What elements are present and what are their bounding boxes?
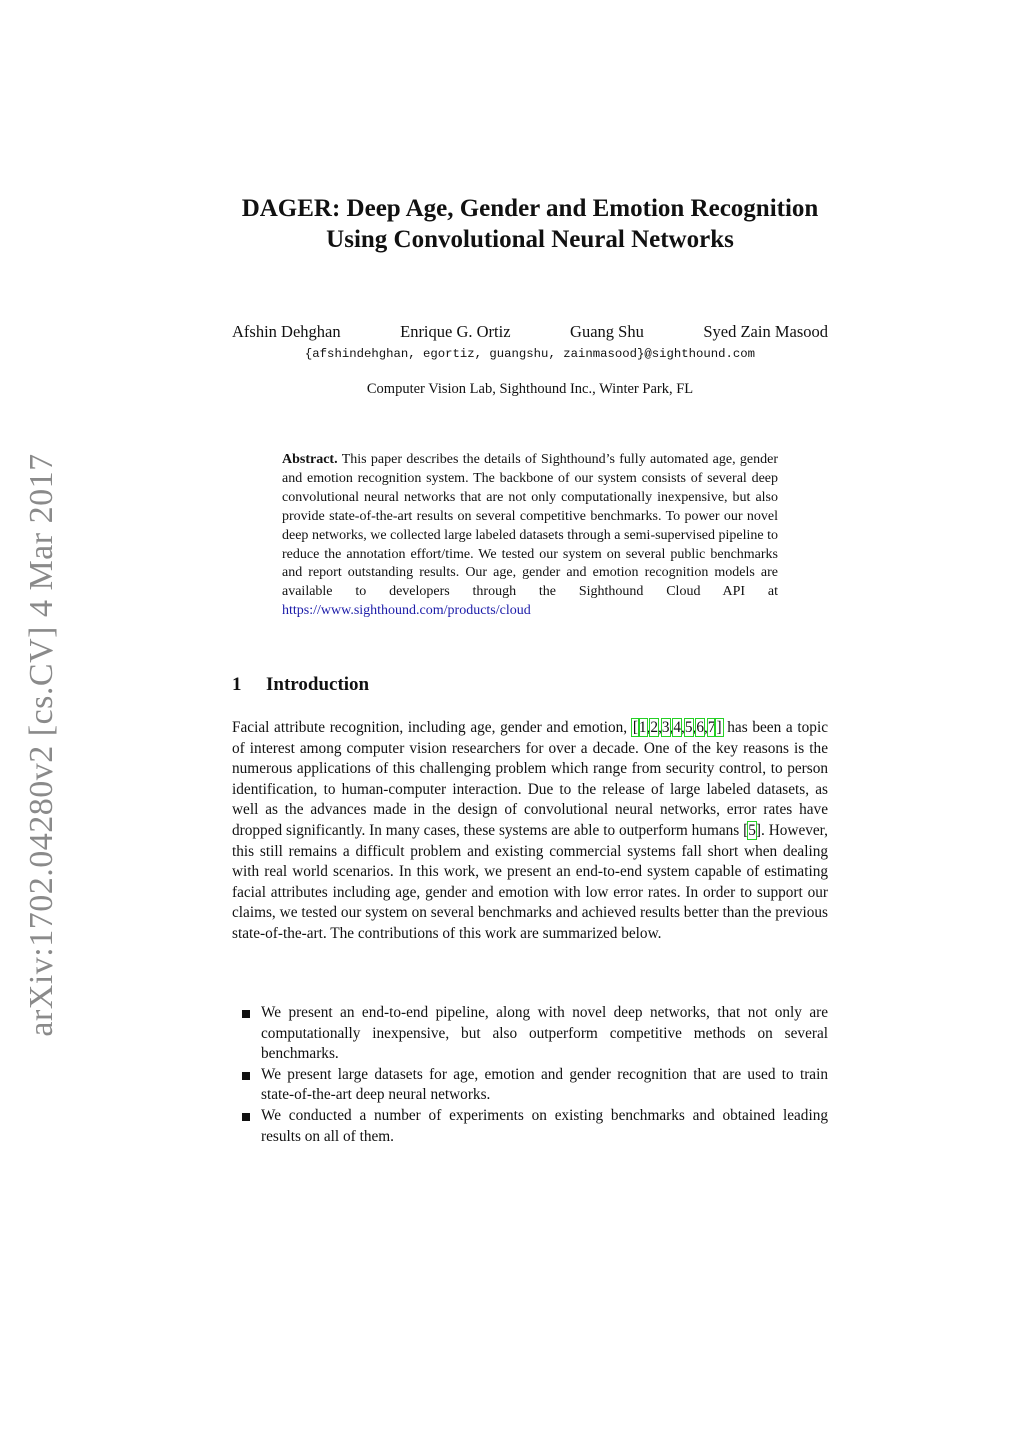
bullet-square-icon bbox=[242, 1113, 250, 1121]
list-item bbox=[232, 1003, 828, 1065]
author-name: Syed Zain Masood bbox=[703, 322, 828, 341]
citation-bracket: [ bbox=[632, 719, 638, 736]
paper-title: DAGER: Deep Age, Gender and Emotion Recognition Using Convolutional Neural Networks bbox=[241, 195, 819, 253]
citation-group: [1,2,3,4,5,6,7] bbox=[632, 719, 722, 736]
author-list bbox=[232, 322, 828, 342]
citation-link-3[interactable]: 3 bbox=[661, 719, 670, 736]
author-name: Enrique G. Ortiz bbox=[400, 322, 511, 341]
list-item bbox=[232, 1065, 828, 1106]
author-name: Guang Shu bbox=[570, 322, 644, 341]
citation-link-7[interactable]: 7 bbox=[707, 719, 716, 736]
abstract-text: This paper describes the details of Sighthound’s fully automated age, gender and emotion recognition system. The backbone of our system consists of several deep convolutional neural networks that are not only computationally inexpensive, but also provide state-of-the-art results on several competitive benchmarks. To power our novel deep networks, we collected large labeled datasets through a semi-supervised pipeline to reduce the annotation effort/time. We tested our system on several public benchmarks and report outstanding results. Our age, gender and emotion recognition models are available to developers through the Sighthound Cloud API at bbox=[282, 452, 778, 600]
citation-link-5[interactable]: 5 bbox=[684, 719, 693, 736]
contributions-list bbox=[232, 1003, 828, 1147]
list-item bbox=[232, 1106, 828, 1147]
paragraph-text: . However, this still remains a difficult problem and existing commercial systems fall short when dealing with real world scenarios. In this work, we present an end-to-end system capable of estimating facial attributes including age, gender and emotion with low error rates. In order to support our claims, we tested our system on several benchmarks and achieved results better than the previous state-of-the-art. The contributions of this work are summarized below. bbox=[232, 821, 828, 942]
list-item-text: We present large datasets for age, emotion and gender recognition that are used to train state-of-the-art deep neural networks. bbox=[261, 1065, 828, 1104]
list-item-text: We present an end-to-end pipeline, along with novel deep networks, that not only are computationally inexpensive, but also outperform competitive methods on several benchmarks. bbox=[261, 1004, 828, 1063]
bullet-square-icon bbox=[242, 1072, 250, 1080]
author-emails: {afshindehghan, egortiz, guangshu, zainmasood}@sighthound.com bbox=[304, 347, 756, 361]
section-title: Introduction bbox=[266, 674, 370, 695]
citation-link-1[interactable]: 1 bbox=[638, 719, 647, 736]
introduction-paragraph: Facial attribute recognition, including age, gender and emotion, [1,2,3,4,5,6,7] has been a topic of interest among computer vision researchers for over a decade. One of the key reasons is the numerous applications of this challenging problem which range from security control, to person identification, to human-computer interaction. Due to the release of large labeled datasets, as well as the advances made in the design of convolutional neural networks, error rates have dropped significantly. In many cases, these systems are able to outperform humans [5]. However, this still remains a difficult problem and existing commercial systems fall short when dealing with real world scenarios. In this work, we present an end-to-end system capable of estimating facial attributes including age, gender and emotion with low error rates. In order to support our claims, we tested our system on several benchmarks and achieved results better than the previous state-of-the-art. The contributions of this work are summarized below. bbox=[232, 719, 828, 942]
citation-bracket: ] bbox=[716, 719, 722, 736]
cloud-api-link[interactable]: https://www.sighthound.com/products/cloud bbox=[282, 603, 531, 619]
abstract-label: Abstract. bbox=[282, 452, 338, 467]
arxiv-identifier-text: arXiv:1702.04280v2 [cs.CV] 4 Mar 2017 bbox=[23, 453, 60, 1037]
list-item-text: We conducted a number of experiments on existing benchmarks and obtained leading results on all of them. bbox=[261, 1106, 828, 1145]
paragraph-text: Facial attribute recognition, including age, gender and emotion, bbox=[232, 719, 628, 736]
citation-link-5b[interactable]: 5 bbox=[748, 821, 756, 839]
section-heading-introduction bbox=[232, 674, 369, 696]
section-number: 1 bbox=[232, 674, 242, 695]
bullet-square-icon bbox=[242, 1010, 250, 1018]
paragraph-text: has been a topic of interest among computer vision researchers for over a decade. One of the key reasons is the numerous applications of this challenging problem which range from security control, to person identification, to human-computer interaction. Due to the release of large labeled datasets, as well as the advances made in the design of convolutional neural networks, error rates have dropped significantly. In many cases, these systems are able to outperform humans bbox=[232, 719, 828, 839]
citation-link-4[interactable]: 4 bbox=[673, 719, 682, 736]
affiliation: Computer Vision Lab, Sighthound Inc., Winter Park, FL bbox=[366, 381, 694, 397]
citation-link-6[interactable]: 6 bbox=[696, 719, 704, 736]
author-name: Afshin Dehghan bbox=[232, 322, 341, 341]
citation-link-2[interactable]: 2 bbox=[650, 719, 659, 736]
abstract bbox=[282, 451, 778, 621]
